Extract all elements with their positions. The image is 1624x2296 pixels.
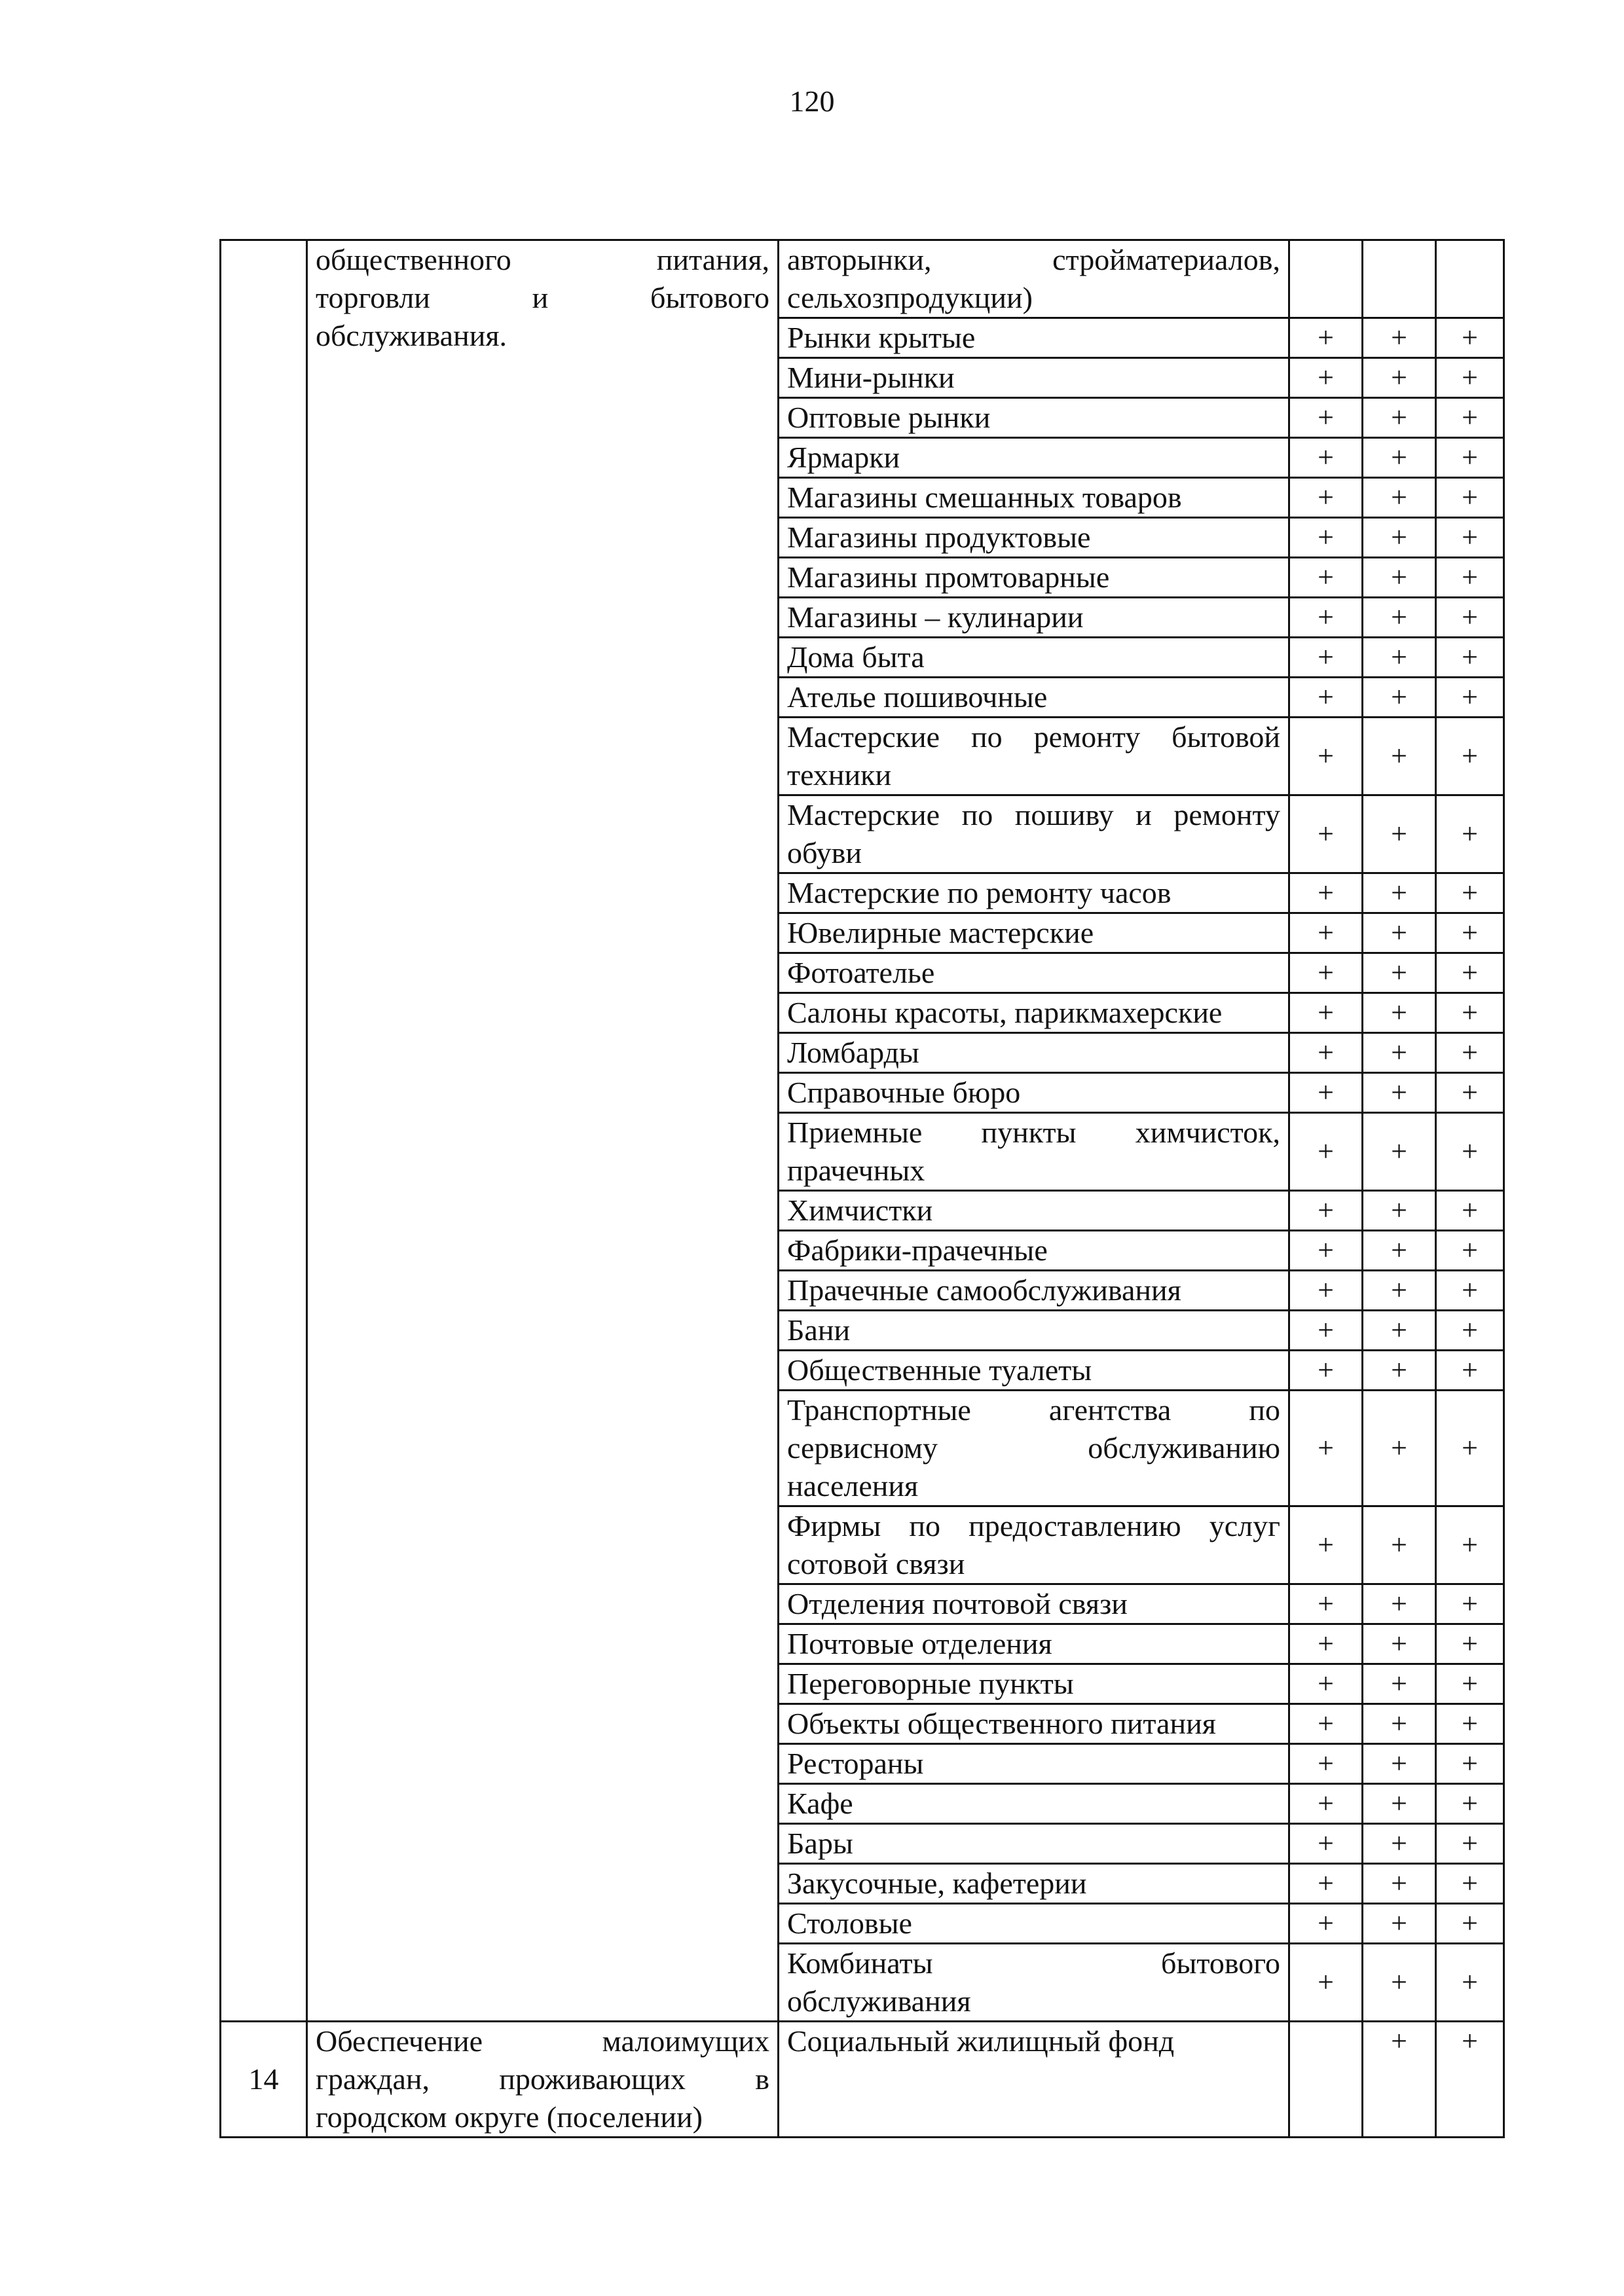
mark-cell-m3: + — [1436, 1664, 1504, 1704]
facility-name-line: Кафе — [787, 1787, 853, 1820]
facility-name-cell — [779, 1584, 1289, 1624]
facility-name-line: Магазины – кулинарии — [787, 600, 1084, 634]
mark-cell-m2: + — [1363, 1944, 1436, 2022]
facility-name-line: авторынки, стройматериалов, — [787, 243, 1280, 276]
facility-name-line: Магазины продуктовые — [787, 520, 1091, 554]
mark-cell-m1: + — [1289, 438, 1363, 478]
mark-cell-m3: + — [1436, 1864, 1504, 1904]
facility-name-line: Химчистки — [787, 1194, 933, 1227]
mark-cell-m2: + — [1363, 913, 1436, 953]
facility-name-line: Мастерские по ремонту бытовой — [787, 720, 1280, 754]
mark-cell-m1: + — [1289, 913, 1363, 953]
mark-cell-m3: + — [1436, 718, 1504, 795]
facility-name-cell — [779, 795, 1289, 873]
facility-name-cell — [779, 873, 1289, 913]
mark-cell-m1: + — [1289, 1944, 1363, 2022]
mark-cell-m1 — [1289, 2022, 1363, 2138]
facility-name-line: Рестораны — [787, 1747, 924, 1780]
mark-cell-m1: + — [1289, 1351, 1363, 1391]
facility-name-line: Ярмарки — [787, 441, 900, 474]
mark-cell-m2: + — [1363, 953, 1436, 993]
mark-cell-m2: + — [1363, 478, 1436, 518]
facility-name-cell — [779, 438, 1289, 478]
mark-cell-m1: + — [1289, 1664, 1363, 1704]
mark-cell-m2: + — [1363, 398, 1436, 438]
mark-cell-m3: + — [1436, 638, 1504, 678]
mark-cell-m1: + — [1289, 518, 1363, 558]
mark-cell-m1: + — [1289, 953, 1363, 993]
mark-cell-m2: + — [1363, 1624, 1436, 1664]
mark-cell-m1: + — [1289, 1584, 1363, 1624]
mark-cell-m3: + — [1436, 1391, 1504, 1506]
facility-name-line: Мастерские по ремонту часов — [787, 876, 1172, 909]
mark-cell-m2: + — [1363, 1864, 1436, 1904]
facility-name-cell — [779, 913, 1289, 953]
mark-cell-m3: + — [1436, 358, 1504, 398]
mark-cell-m2: + — [1363, 518, 1436, 558]
mark-cell-m2: + — [1363, 1744, 1436, 1784]
facility-name-line: сельхозпродукции) — [787, 281, 1033, 314]
facility-name-cell — [779, 598, 1289, 638]
mark-cell-m1: + — [1289, 1033, 1363, 1073]
mark-cell-m3: + — [1436, 1584, 1504, 1624]
mark-cell-m3: + — [1436, 873, 1504, 913]
page-number: 120 — [789, 84, 835, 118]
facility-name-cell — [779, 1506, 1289, 1584]
group-title-line: граждан, проживающих в — [316, 2062, 769, 2096]
mark-cell-m3: + — [1436, 1824, 1504, 1864]
facility-name-line: Магазины промтоварные — [787, 560, 1110, 594]
facility-name-cell — [779, 1033, 1289, 1073]
mark-cell-m1: + — [1289, 558, 1363, 598]
table-row — [221, 240, 1504, 318]
mark-cell-m3: + — [1436, 438, 1504, 478]
mark-cell-m2: + — [1363, 873, 1436, 913]
facility-name-line: сервисному обслуживанию — [787, 1431, 1280, 1465]
mark-cell-m1: + — [1289, 678, 1363, 718]
mark-cell-m2: + — [1363, 1784, 1436, 1824]
facility-name-line: Общественные туалеты — [787, 1353, 1092, 1387]
facility-name-cell — [779, 1073, 1289, 1113]
mark-cell-m2: + — [1363, 1311, 1436, 1351]
mark-cell-m1: + — [1289, 1904, 1363, 1944]
facility-name-line: Бани — [787, 1313, 851, 1347]
facility-name-line: Магазины смешанных товаров — [787, 481, 1182, 514]
mark-cell-m1: + — [1289, 598, 1363, 638]
facility-name-line: Дома быта — [787, 640, 925, 674]
mark-cell-m3: + — [1436, 993, 1504, 1033]
mark-cell-m3: + — [1436, 1271, 1504, 1311]
facility-name-cell — [779, 1944, 1289, 2022]
mark-cell-m2: + — [1363, 1584, 1436, 1624]
group-14-number-cell: 14 — [221, 2022, 307, 2138]
facility-name-line: Закусочные, кафетерии — [787, 1867, 1087, 1900]
mark-cell-m2: + — [1363, 1191, 1436, 1231]
mark-cell-m2: + — [1363, 993, 1436, 1033]
group-title-line: Обеспечение малоимущих — [316, 2024, 769, 2058]
group-title-line: обслуживания. — [316, 319, 507, 352]
mark-cell-m1: + — [1289, 795, 1363, 873]
mark-cell-m3: + — [1436, 478, 1504, 518]
facility-name-cell — [779, 1271, 1289, 1311]
facility-name-line: Мини-рынки — [787, 361, 955, 394]
mark-cell-m1: + — [1289, 358, 1363, 398]
facility-name-line: Фотоателье — [787, 956, 935, 989]
facility-name-cell — [779, 478, 1289, 518]
mark-cell-m2: + — [1363, 1231, 1436, 1271]
group-title-line: общественного питания, — [316, 243, 769, 276]
mark-cell-m3: + — [1436, 598, 1504, 638]
mark-cell-m2: + — [1363, 1391, 1436, 1506]
facility-name-line: Фабрики-прачечные — [787, 1233, 1048, 1267]
mark-cell-m2 — [1363, 240, 1436, 318]
facility-name-cell — [779, 240, 1289, 318]
facility-name-cell — [779, 1704, 1289, 1744]
facility-name-cell — [779, 678, 1289, 718]
facility-name-line: обслуживания — [787, 1984, 971, 2018]
mark-cell-m3: + — [1436, 1944, 1504, 2022]
mark-cell-m1: + — [1289, 1073, 1363, 1113]
mark-cell-m1 — [1289, 240, 1363, 318]
mark-cell-m3: + — [1436, 318, 1504, 358]
mark-cell-m3: + — [1436, 558, 1504, 598]
facility-name-line: Комбинаты бытового — [787, 1946, 1280, 1980]
facility-name-line: населения — [787, 1469, 919, 1503]
mark-cell-m3: + — [1436, 1704, 1504, 1744]
facility-name-cell — [779, 318, 1289, 358]
facility-name-line: Столовые — [787, 1906, 912, 1940]
mark-cell-m3: + — [1436, 1744, 1504, 1784]
mark-cell-m3: + — [1436, 1904, 1504, 1944]
mark-cell-m2: + — [1363, 358, 1436, 398]
mark-cell-m1: + — [1289, 1506, 1363, 1584]
mark-cell-m3: + — [1436, 1624, 1504, 1664]
facility-name-cell — [779, 1231, 1289, 1271]
mark-cell-m2: + — [1363, 1113, 1436, 1191]
mark-cell-m1: + — [1289, 1704, 1363, 1744]
mark-cell-m2: + — [1363, 795, 1436, 873]
facility-name-cell — [779, 638, 1289, 678]
mark-cell-m1: + — [1289, 398, 1363, 438]
mark-cell-m1: + — [1289, 1311, 1363, 1351]
mark-cell-m3: + — [1436, 953, 1504, 993]
mark-cell-m2: + — [1363, 558, 1436, 598]
facility-name-line: техники — [787, 758, 892, 792]
mark-cell-m2: + — [1363, 1073, 1436, 1113]
mark-cell-m3: + — [1436, 1191, 1504, 1231]
facility-name-line: Оптовые рынки — [787, 401, 991, 434]
mark-cell-m1: + — [1289, 1624, 1363, 1664]
mark-cell-m3: + — [1436, 518, 1504, 558]
mark-cell-m1: + — [1289, 478, 1363, 518]
mark-cell-m2: + — [1363, 438, 1436, 478]
mark-cell-m3: + — [1436, 2022, 1504, 2138]
mark-cell-m3: + — [1436, 1113, 1504, 1191]
mark-cell-m3: + — [1436, 1231, 1504, 1271]
facility-name-cell — [779, 1311, 1289, 1351]
mark-cell-m2: + — [1363, 1351, 1436, 1391]
group-13-title-cell — [307, 240, 779, 2022]
facility-name-cell — [779, 1904, 1289, 1944]
mark-cell-m3: + — [1436, 913, 1504, 953]
facility-name-line: Прачечные самообслуживания — [787, 1273, 1181, 1307]
facility-name-line: Приемные пункты химчисток, — [787, 1116, 1280, 1149]
mark-cell-m3: + — [1436, 1784, 1504, 1824]
mark-cell-m1: + — [1289, 318, 1363, 358]
mark-cell-m1: + — [1289, 1113, 1363, 1191]
mark-cell-m3 — [1436, 240, 1504, 318]
facility-name-line: Ювелирные мастерские — [787, 916, 1094, 949]
facility-name-cell — [779, 993, 1289, 1033]
facility-name-cell — [779, 1191, 1289, 1231]
facility-name-cell — [779, 1351, 1289, 1391]
facility-name-cell — [779, 1784, 1289, 1824]
facility-name-cell — [779, 1664, 1289, 1704]
facility-name-line: Переговорные пункты — [787, 1667, 1074, 1700]
mark-cell-m1: + — [1289, 1824, 1363, 1864]
mark-cell-m1: + — [1289, 1391, 1363, 1506]
mark-cell-m1: + — [1289, 1784, 1363, 1824]
mark-cell-m2: + — [1363, 1704, 1436, 1744]
mark-cell-m3: + — [1436, 1351, 1504, 1391]
requirements-table — [219, 239, 1505, 2138]
mark-cell-m2: + — [1363, 318, 1436, 358]
facility-name-cell — [779, 953, 1289, 993]
mark-cell-m1: + — [1289, 1231, 1363, 1271]
facility-name-cell — [779, 558, 1289, 598]
mark-cell-m1: + — [1289, 993, 1363, 1033]
facility-name-cell — [779, 398, 1289, 438]
group-title-line: торговли и бытового — [316, 281, 769, 314]
facility-name-cell — [779, 1113, 1289, 1191]
mark-cell-m3: + — [1436, 678, 1504, 718]
facility-name-line: Объекты общественного питания — [787, 1707, 1216, 1740]
facility-name-line: Почтовые отделения — [787, 1627, 1052, 1660]
facility-name-line: сотовой связи — [787, 1547, 965, 1580]
facility-name-cell: Социальный жилищный фонд — [779, 2022, 1289, 2138]
facility-name-line: Справочные бюро — [787, 1076, 1021, 1109]
mark-cell-m1: + — [1289, 873, 1363, 913]
mark-cell-m1: + — [1289, 1271, 1363, 1311]
mark-cell-m1: + — [1289, 1191, 1363, 1231]
mark-cell-m2: + — [1363, 1506, 1436, 1584]
mark-cell-m2: + — [1363, 2022, 1436, 2138]
facility-name-line: обуви — [787, 836, 862, 869]
mark-cell-m3: + — [1436, 795, 1504, 873]
mark-cell-m1: + — [1289, 1864, 1363, 1904]
table-row-14 — [221, 2022, 1504, 2138]
facility-name-cell — [779, 1391, 1289, 1506]
facility-name-line: Бары — [787, 1827, 853, 1860]
facility-name-line: Фирмы по предоставлению услуг — [787, 1509, 1280, 1542]
facility-name-line: Салоны красоты, парикмахерские — [787, 996, 1223, 1029]
facility-name-cell — [779, 718, 1289, 795]
mark-cell-m2: + — [1363, 1904, 1436, 1944]
facility-name-cell — [779, 1824, 1289, 1864]
group-14-title-cell — [307, 2022, 779, 2138]
facility-name-cell — [779, 358, 1289, 398]
mark-cell-m3: + — [1436, 1033, 1504, 1073]
facility-name-cell — [779, 1744, 1289, 1784]
mark-cell-m2: + — [1363, 1271, 1436, 1311]
mark-cell-m2: + — [1363, 1664, 1436, 1704]
facility-name-line: Рынки крытые — [787, 321, 976, 354]
facility-name-line: прачечных — [787, 1154, 925, 1187]
group-13-number-cell — [221, 240, 307, 2022]
facility-name-line: Транспортные агентства по — [787, 1393, 1280, 1427]
mark-cell-m3: + — [1436, 1073, 1504, 1113]
mark-cell-m2: + — [1363, 598, 1436, 638]
mark-cell-m2: + — [1363, 1033, 1436, 1073]
mark-cell-m3: + — [1436, 1506, 1504, 1584]
mark-cell-m1: + — [1289, 1744, 1363, 1784]
facility-name-cell — [779, 1864, 1289, 1904]
mark-cell-m1: + — [1289, 638, 1363, 678]
mark-cell-m1: + — [1289, 718, 1363, 795]
mark-cell-m3: + — [1436, 1311, 1504, 1351]
mark-cell-m2: + — [1363, 1824, 1436, 1864]
facility-name-cell — [779, 518, 1289, 558]
mark-cell-m3: + — [1436, 398, 1504, 438]
group-title-line: городском округе (поселении) — [316, 2100, 703, 2134]
mark-cell-m2: + — [1363, 638, 1436, 678]
mark-cell-m2: + — [1363, 678, 1436, 718]
facility-name-line: Мастерские по пошиву и ремонту — [787, 798, 1280, 831]
facility-name-cell — [779, 1624, 1289, 1664]
mark-cell-m2: + — [1363, 718, 1436, 795]
facility-name-line: Ломбарды — [787, 1036, 919, 1069]
facility-name-line: Отделения почтовой связи — [787, 1587, 1128, 1620]
facility-name-line: Ателье пошивочные — [787, 680, 1048, 714]
